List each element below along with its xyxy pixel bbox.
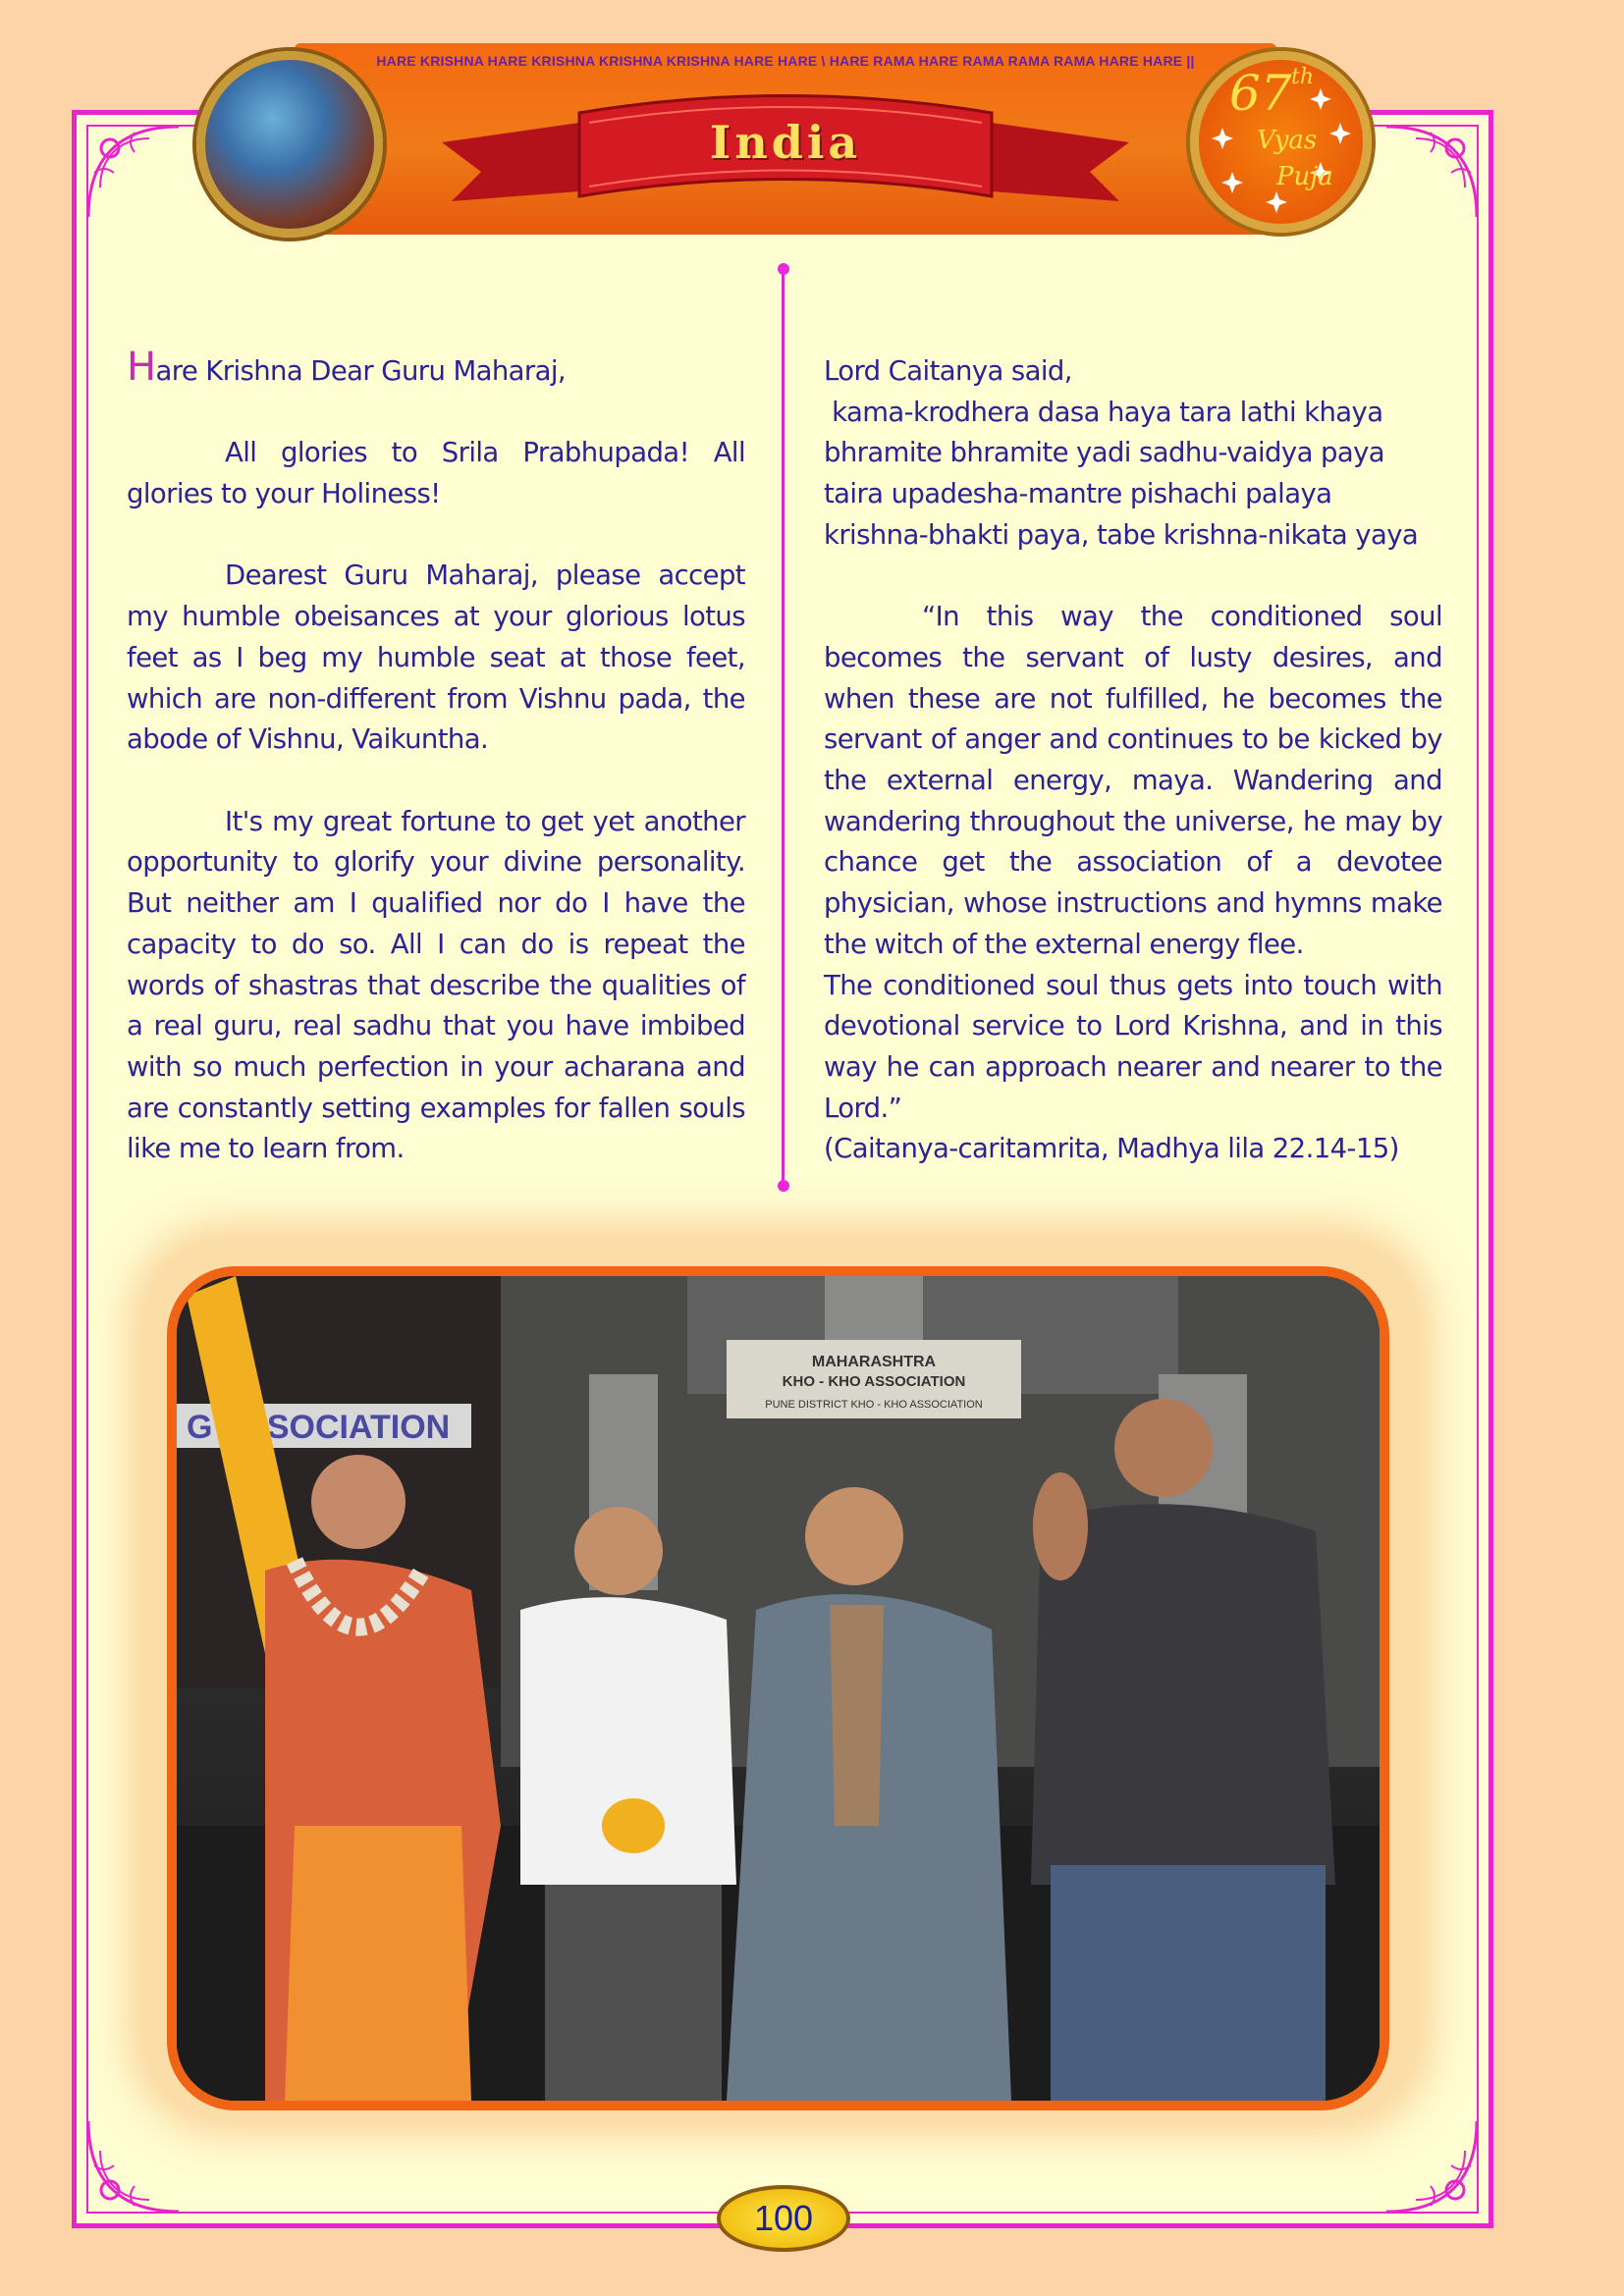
verse-line: bhramite bhramite yadi sadhu-vaidya paya — [824, 437, 1384, 469]
event-photo — [167, 1266, 1389, 2110]
corner-flourish-icon — [81, 2111, 189, 2219]
divider-dot-bottom — [778, 1180, 789, 1192]
badge-suffix: th — [1291, 65, 1315, 89]
badge-number: 67 — [1229, 65, 1292, 122]
salutation-text: are Krishna Dear Guru Maharaj, — [155, 355, 567, 387]
letter-paragraph-2: Dearest Guru Maharaj, please accept my humble obeisances at your glorious lotus feet as I beg my humble seat at those feet, which are non-different from Vishnu pada, the abode of Vishnu, Vaikuntha. — [127, 560, 745, 756]
quote-column — [824, 351, 1442, 1170]
corner-flourish-icon — [1377, 119, 1485, 227]
column-divider — [782, 268, 785, 1186]
citation: (Caitanya-caritamrita, Madhya lila 22.14-15) — [824, 1133, 1399, 1165]
page-number: 100 — [717, 2185, 850, 2252]
translation-paragraph-2: The conditioned soul thus gets into touch with devotional service to Lord Krishna, and in this way he can approach nearer and nearer to the Lord.” — [824, 969, 1442, 1124]
badge-line2: Puja — [1276, 162, 1333, 191]
letter-paragraph-3: It's my great fortune to get yet another opportunity to glorify your divine personality. But neither am I qualified nor do I have the capacity to do so. All I can do is repeat the words of shastras that describe the qualities of a real guru, real sadhu that you have imbibed with so much perfection in your acharana and are constantly setting examples for fallen souls like me to learn from. — [127, 805, 745, 1165]
translation-paragraph-1: “In this way the conditioned soul becomes the servant of lusty desires, and when these are not fulfilled, he becomes the servant of anger and continues to be kicked by the external energy, maya. Wandering and wandering throughout the universe, he may by chance get the association of a devotee physician, whose instructions and hymns make the witch of the external energy flee. — [824, 601, 1442, 960]
photo-scene — [177, 1276, 1380, 2101]
divider-dot-top — [778, 263, 789, 275]
verse-line: kama-krodhera dasa haya tara lathi khaya — [824, 396, 1383, 428]
verse-line: krishna-bhakti paya, tabe krishna-nikata yaya — [824, 518, 1419, 551]
sign-small: PUNE DISTRICT KHO - KHO ASSOCIATION — [765, 1399, 983, 1411]
badge-line1: Vyas — [1257, 126, 1318, 155]
drop-cap: H — [127, 345, 156, 390]
section-title: India — [709, 116, 862, 169]
corner-flourish-icon — [1377, 2111, 1485, 2219]
quote-intro: Lord Caitanya said, — [824, 355, 1072, 387]
letter-column — [127, 345, 745, 1170]
corner-flourish-icon — [81, 119, 189, 227]
letter-paragraph-1: All glories to Srila Prabhupada! All glories to your Holiness! — [127, 437, 745, 510]
sign-main: MAHARASHTRA — [811, 1354, 937, 1370]
verse-line: taira upadesha-mantre pishachi palaya — [824, 478, 1332, 510]
sign-sub: KHO - KHO ASSOCIATION — [782, 1373, 966, 1390]
sign-left: G ASSOCIATION — [187, 1409, 451, 1446]
deities-medallion-icon — [196, 51, 383, 238]
salutation — [127, 345, 745, 393]
mantra-banner: HARE KRISHNA HARE KRISHNA KRISHNA KRISHNA HARE HARE \ HARE RAMA HARE RAMA RAMA RAMA HARE HARE || — [376, 53, 1195, 69]
